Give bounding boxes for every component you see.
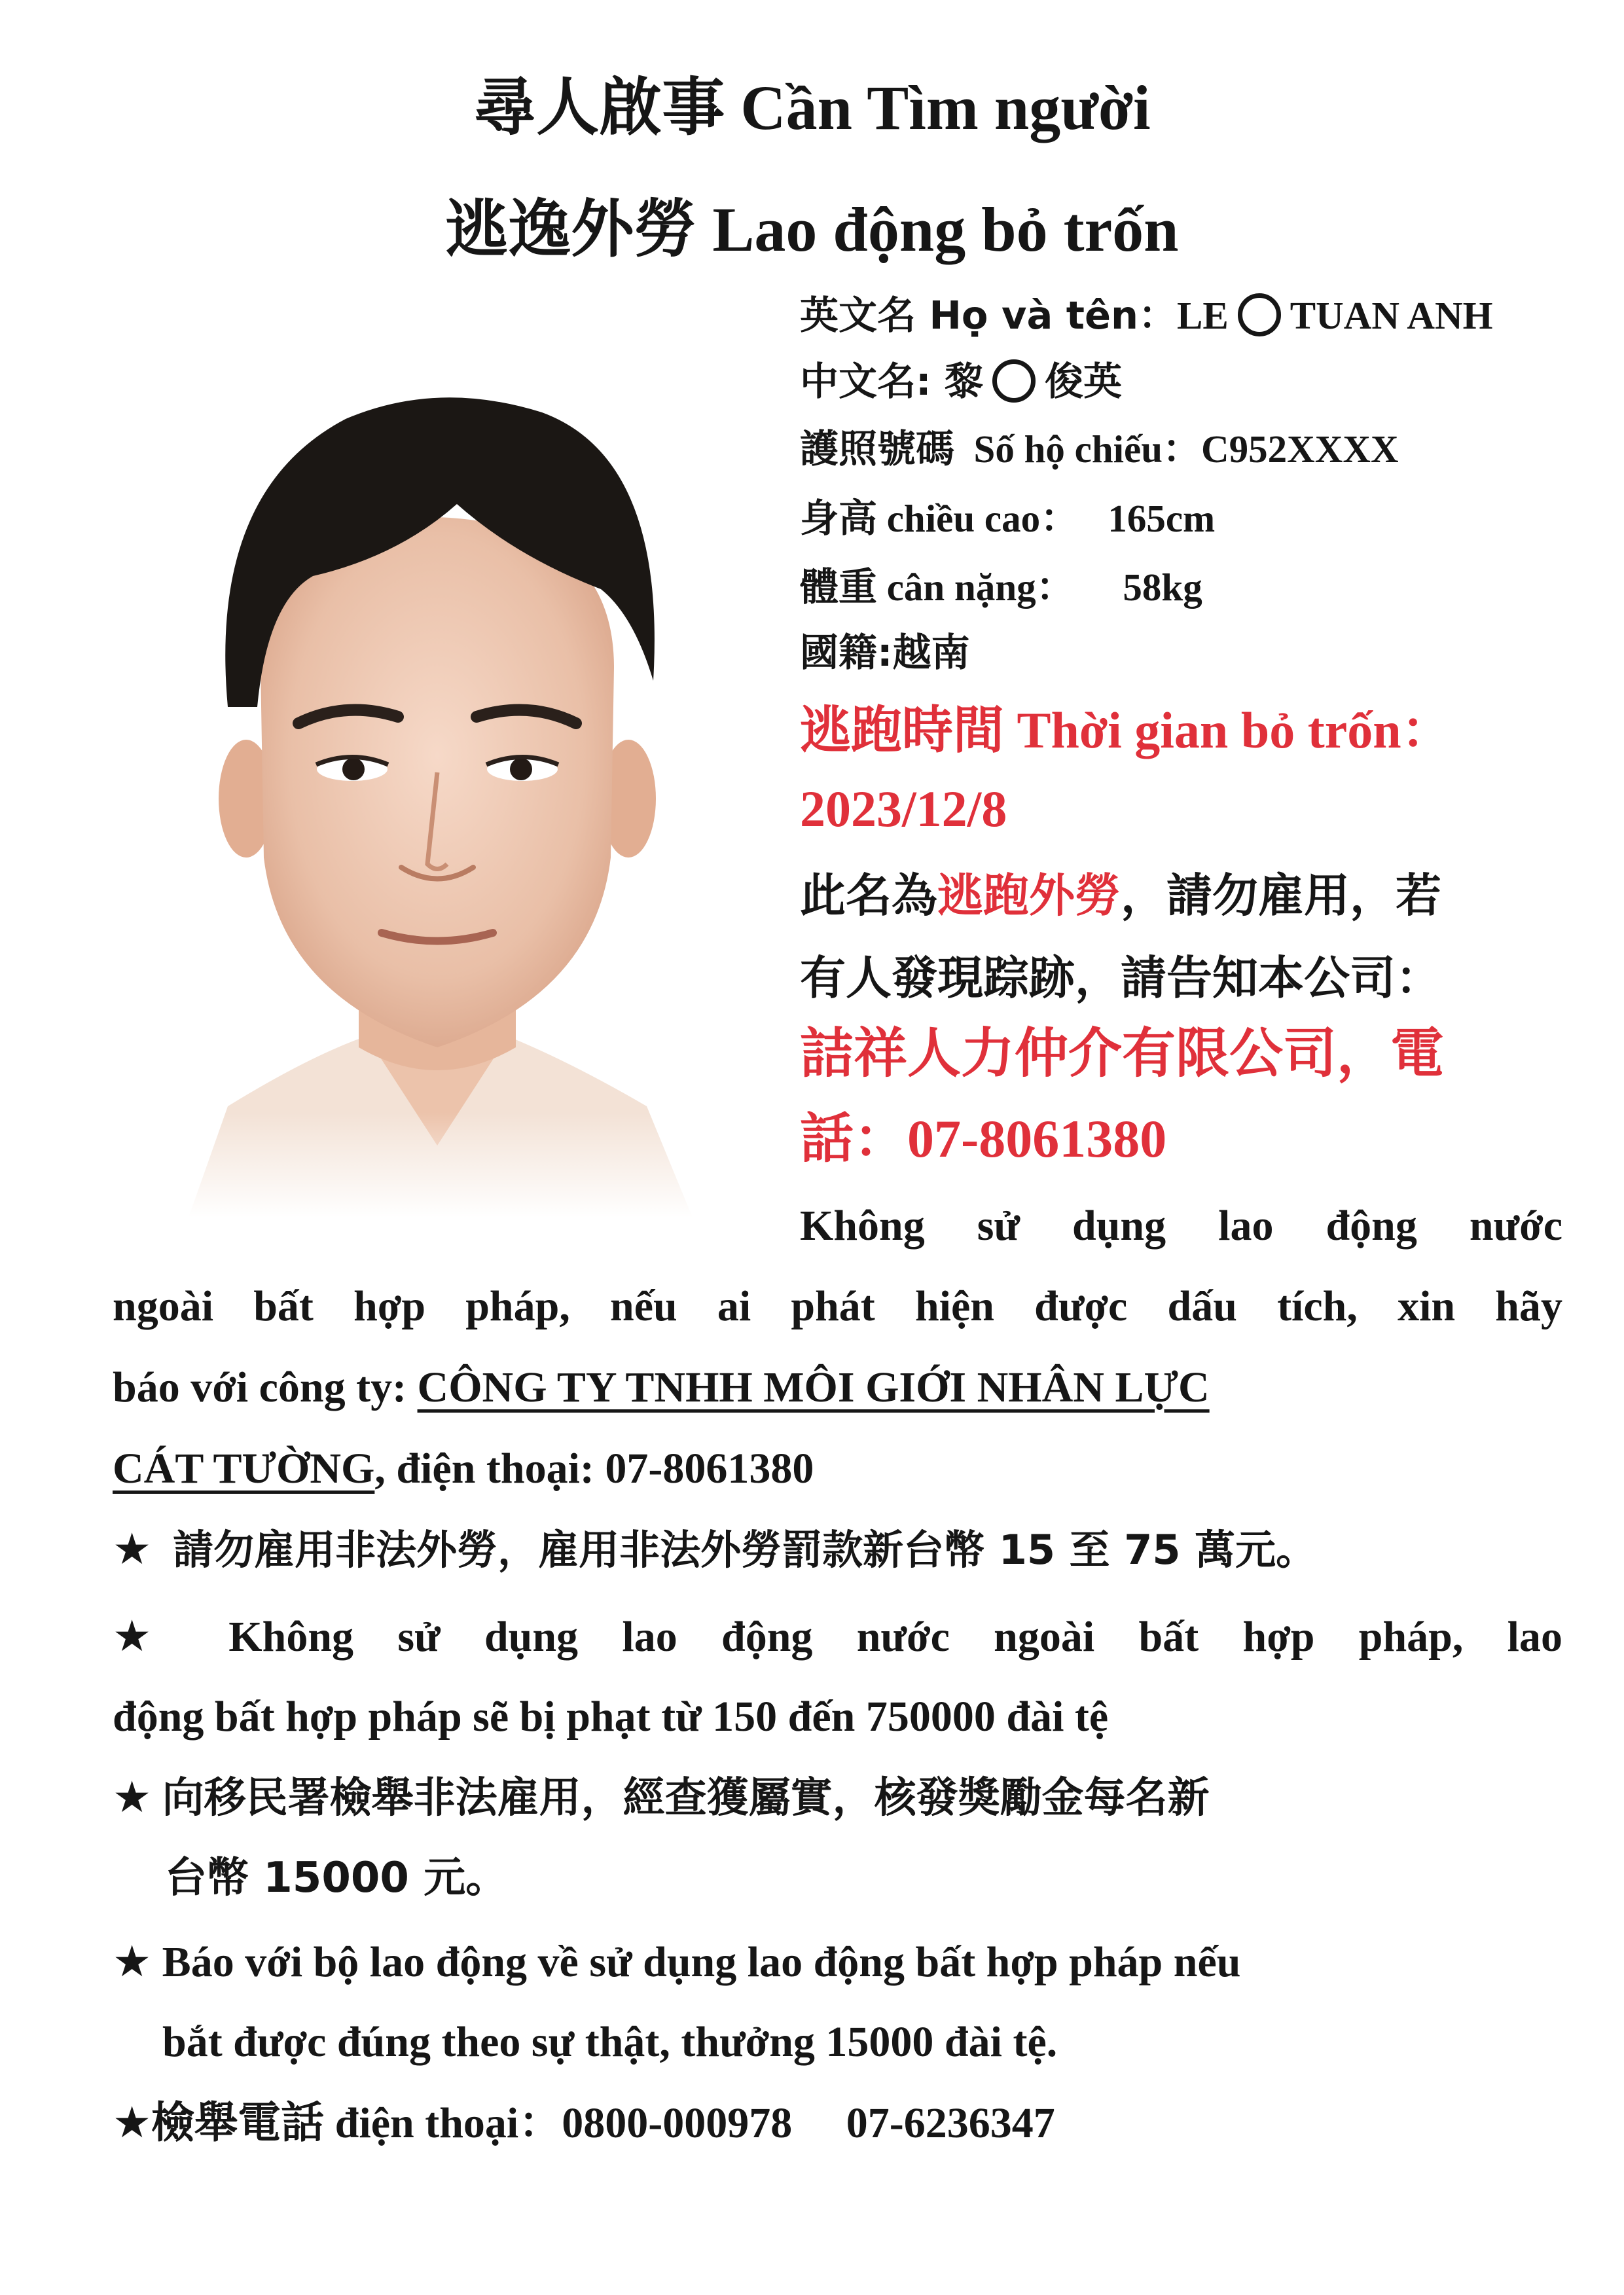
notice-zh-part1: 此名為 [800, 869, 937, 922]
bullet-reward-vi-line2: bắt được đúng theo sự thật, thưởng 15000 đài tệ. [162, 2018, 1058, 2066]
bullet-reward-zh [113, 1768, 1210, 1828]
bullet-fine-vi-line1 [113, 1607, 1562, 1667]
nationality: 國籍:越南 [800, 630, 970, 675]
bullet-reward-vi-text1: Báo với bộ lao động về sử dụng lao động bất hợp pháp nếu [162, 1938, 1241, 1986]
notice-vi-line2: ngoài bất hợp pháp, nếu ai phát hiện được dấu tích, xin hãy [113, 1282, 1562, 1330]
hotline-phone-1: 0800-000978 [562, 2099, 793, 2147]
notice-vi-line3-prefix: báo với công ty: [113, 1364, 407, 1411]
weight-row [800, 561, 1202, 613]
weight-value: 58kg [1123, 566, 1202, 609]
bullet-fine-vi [113, 1607, 1562, 1667]
notice-vi-phone: , điện thoại: 07-8061380 [374, 1445, 814, 1492]
height-value: 165cm [1108, 497, 1216, 540]
chinese-name-first: 黎 [945, 359, 984, 404]
page-title: 尋人啟事 Cần Tìm người [473, 73, 1151, 143]
star-icon: ★ [113, 1772, 152, 1822]
star-icon: ★ [113, 1936, 152, 1987]
company-name-zh: 詰祥人力仲介有限公司，電 [800, 1022, 1445, 1085]
notice-zh-part2: 逃跑外勞 [937, 869, 1121, 922]
name-label: 英文名 Họ và tên： [800, 293, 1178, 338]
bullet-fine-vi-text1: Không sử dụng lao động nước ngoài bất hợp pháp, lao [228, 1613, 1563, 1661]
bullet-reward-zh-line2: 台幣 15000 元。 [165, 1854, 508, 1902]
escape-date: 2023/12/8 [800, 780, 1007, 837]
name-last: TUAN ANH [1290, 294, 1493, 337]
notice-vi-line3 [113, 1358, 1562, 1417]
star-icon: ★ [113, 1524, 152, 1574]
notice-vi-line4 [113, 1439, 814, 1498]
redaction-circle-icon [992, 359, 1036, 403]
name-row [800, 289, 1493, 342]
height-label: 身高 chiều cao： [800, 497, 1079, 540]
bullet-fine-zh-text: 請勿雇用非法外勞，雇用非法外勞罰款新台幣 15 至 75 萬元。 [173, 1526, 1317, 1574]
bullet-fine-zh [113, 1520, 1316, 1580]
company-phone-zh: 話：07-8061380 [800, 1109, 1167, 1168]
star-icon: ★ [113, 1611, 185, 1661]
bullet-fine-vi-line2: động bất hợp pháp sẽ bị phạt từ 150 đến 750000 đài tệ [113, 1693, 1109, 1741]
notice-vi-line1: Không sử dụng lao động nước [800, 1202, 1562, 1250]
bullet-reward-vi [113, 1932, 1240, 1992]
bullet-hotline [113, 2093, 1055, 2153]
name-first: LE [1177, 294, 1229, 337]
redaction-circle-icon [1238, 293, 1281, 336]
passport-value: C952XXXX [1201, 427, 1399, 471]
person-photo [149, 340, 725, 1218]
height-row [800, 492, 1215, 545]
chinese-name-label: 中文名: [800, 359, 931, 404]
hotline-phone-2: 07-6236347 [846, 2099, 1055, 2147]
passport-row [800, 423, 1399, 475]
escape-time-label: 逃跑時間 Thời gian bỏ trốn： [800, 702, 1453, 759]
star-icon: ★ [113, 2097, 152, 2148]
company-name-vi-b: CÁT TƯỜNG [113, 1445, 375, 1492]
hotline-label: 檢舉電話 điện thoại： [151, 2099, 562, 2147]
chinese-name-row [800, 355, 1122, 408]
page-subtitle: 逃逸外勞 Lao động bỏ trốn [445, 194, 1179, 264]
chinese-name-last: 俊英 [1045, 359, 1123, 404]
company-name-vi-a: CÔNG TY TNHH MÔI GIỚI NHÂN LỰC [417, 1364, 1210, 1411]
notice-zh-part3: ，請勿雇用，若 [1121, 869, 1441, 922]
notice-zh-line1 [800, 863, 1441, 928]
passport-label-vi: Số hộ chiếu： [973, 427, 1202, 471]
passport-label: 護照號碼 [800, 426, 955, 471]
bullet-reward-zh-text: 向移民署檢舉非法雇用，經查獲屬實，核發獎勵金每名新 [162, 1774, 1210, 1822]
notice-zh-line2: 有人發現踪跡，請告知本公司： [800, 951, 1441, 1005]
weight-label: 體重 cân nặng： [800, 566, 1075, 609]
